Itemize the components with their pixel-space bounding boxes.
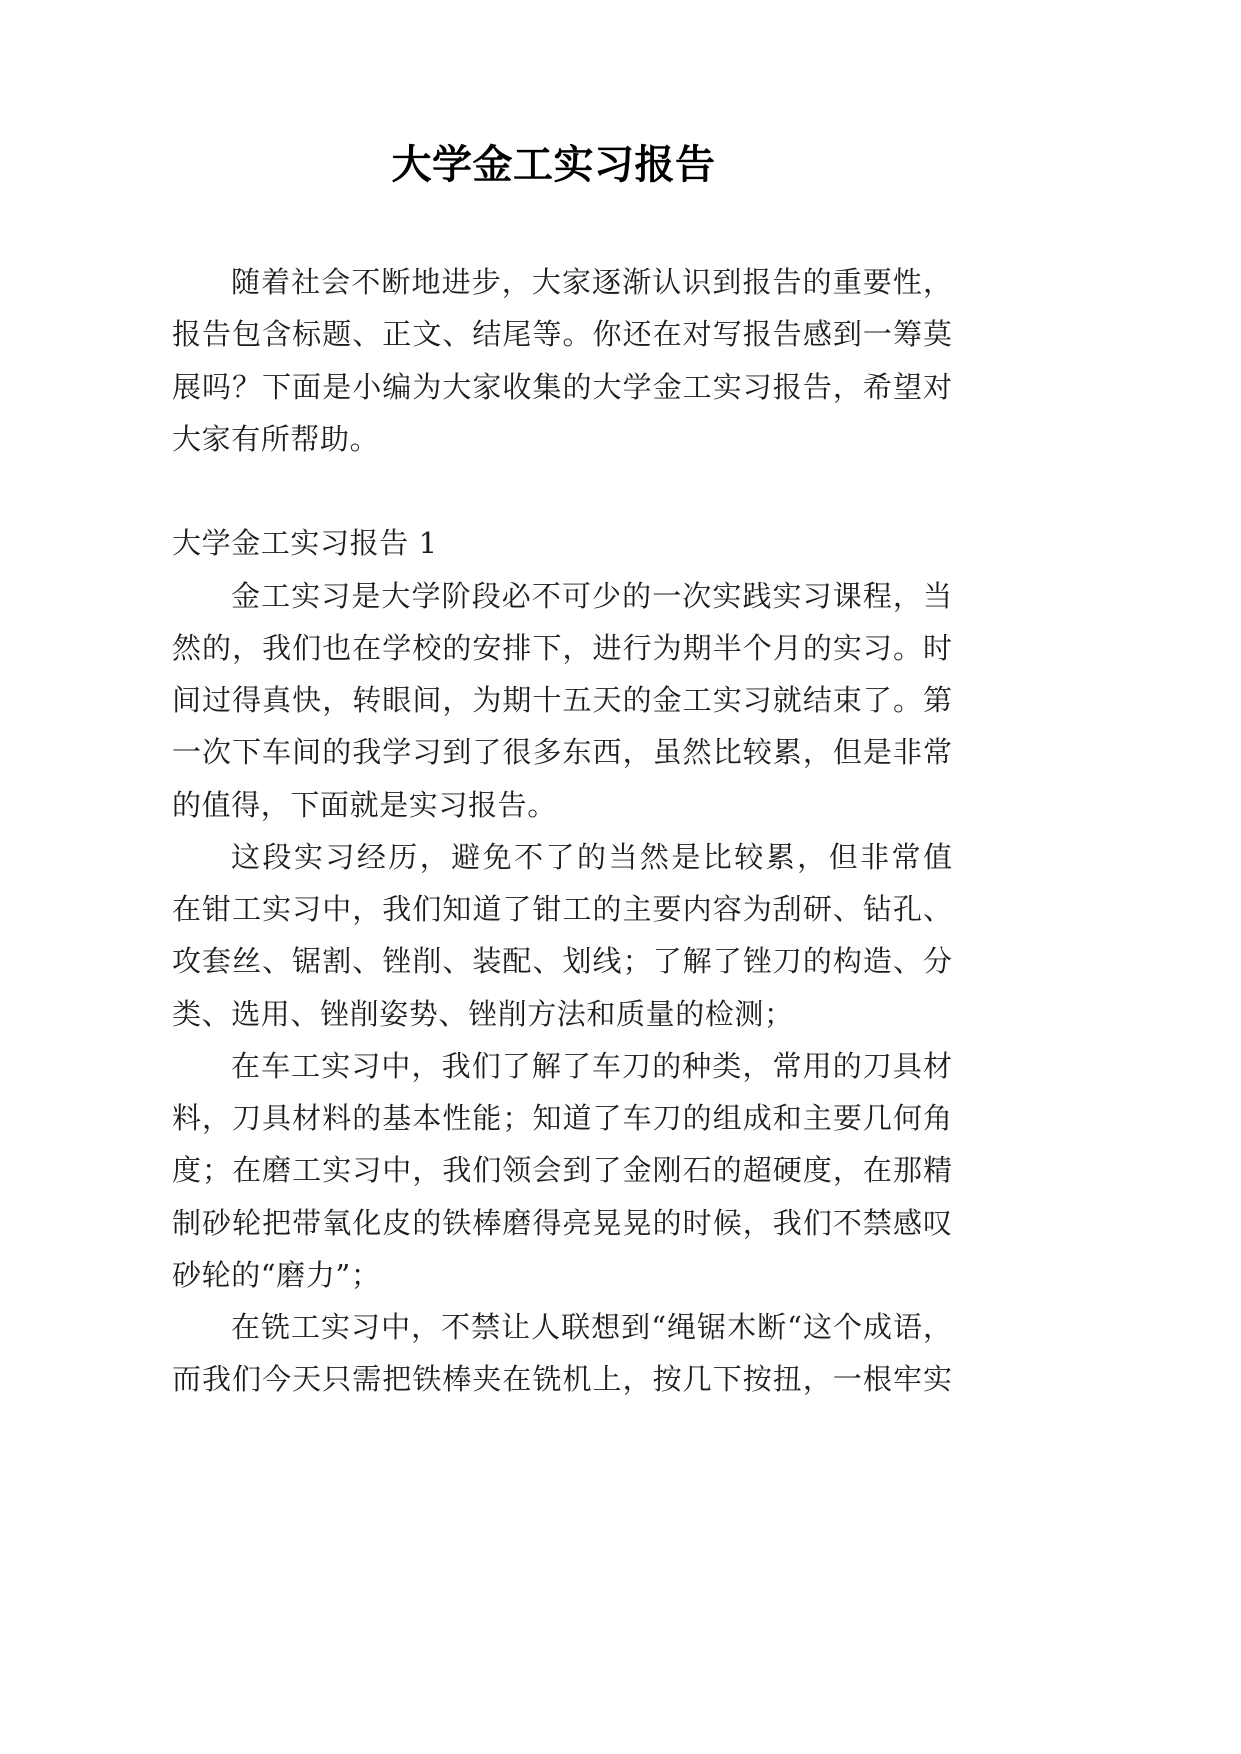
section-heading: 大学金工实习报告 1 [172,526,438,561]
paragraph-line: 制砂轮把带氧化皮的铁棒磨得亮晃晃的时候，我们不禁感叹 [172,1205,952,1240]
paragraph-line: 在钳工实习中，我们知道了钳工的主要内容为刮研、钻孔、 [172,892,952,926]
paragraph-line: 金工实习是大学阶段必不可少的一次实践实习课程，当 [231,578,952,613]
paragraph-line: 一次下车间的我学习到了很多东西，虽然比较累，但是非常 [172,735,952,770]
document-body [172,256,952,1406]
document-title: 大学金工实习报告 [391,141,716,188]
paragraph-line: 类、选用、锉削姿势、锉削方法和质量的检测； [172,996,794,1031]
paragraph-line: 度；在磨工实习中，我们领会到了金刚石的超硬度，在那精 [172,1153,952,1188]
paragraph-line: 间过得真快，转眼间，为期十五天的金工实习就结束了。第 [172,683,952,717]
paragraph-line: 料，刀具材料的基本性能；知道了车刀的组成和主要几何角 [172,1101,952,1135]
intro-paragraph [172,256,952,465]
body-paragraph [172,1301,952,1406]
paragraph-line: 在车工实习中，我们了解了车刀的种类，常用的刀具材 [231,1048,952,1083]
paragraph-line: 攻套丝、锯割、锉削、装配、划线；了解了锉刀的构造、分 [172,944,952,979]
body-paragraph [172,1040,952,1301]
paragraph-line: 然的，我们也在学校的安排下，进行为期半个月的实习。时 [172,630,952,665]
paragraph-line: 在铣工实习中，不禁让人联想到“绳锯木断“这个成语， [231,1310,952,1344]
intro-line: 随着社会不断地进步，大家逐渐认识到报告的重要性， [231,265,952,299]
blank-line [172,465,952,517]
paragraph-line: 的值得，下面就是实习报告。 [172,787,557,822]
paragraph-line: 砂轮的“磨力”； [172,1257,381,1292]
body-paragraph [172,570,952,831]
paragraph-line: 这段实习经历，避免不了的当然是比较累，但非常值 [231,839,952,874]
body-paragraph [172,831,952,1040]
paragraph-line: 而我们今天只需把铁棒夹在铣机上，按几下按扭，一根牢实 [172,1362,952,1397]
intro-line: 大家有所帮助。 [172,421,380,456]
intro-line: 报告包含标题、正文、结尾等。你还在对写报告感到一筹莫 [172,317,952,352]
intro-line: 展吗？下面是小编为大家收集的大学金工实习报告，希望对 [172,369,952,404]
